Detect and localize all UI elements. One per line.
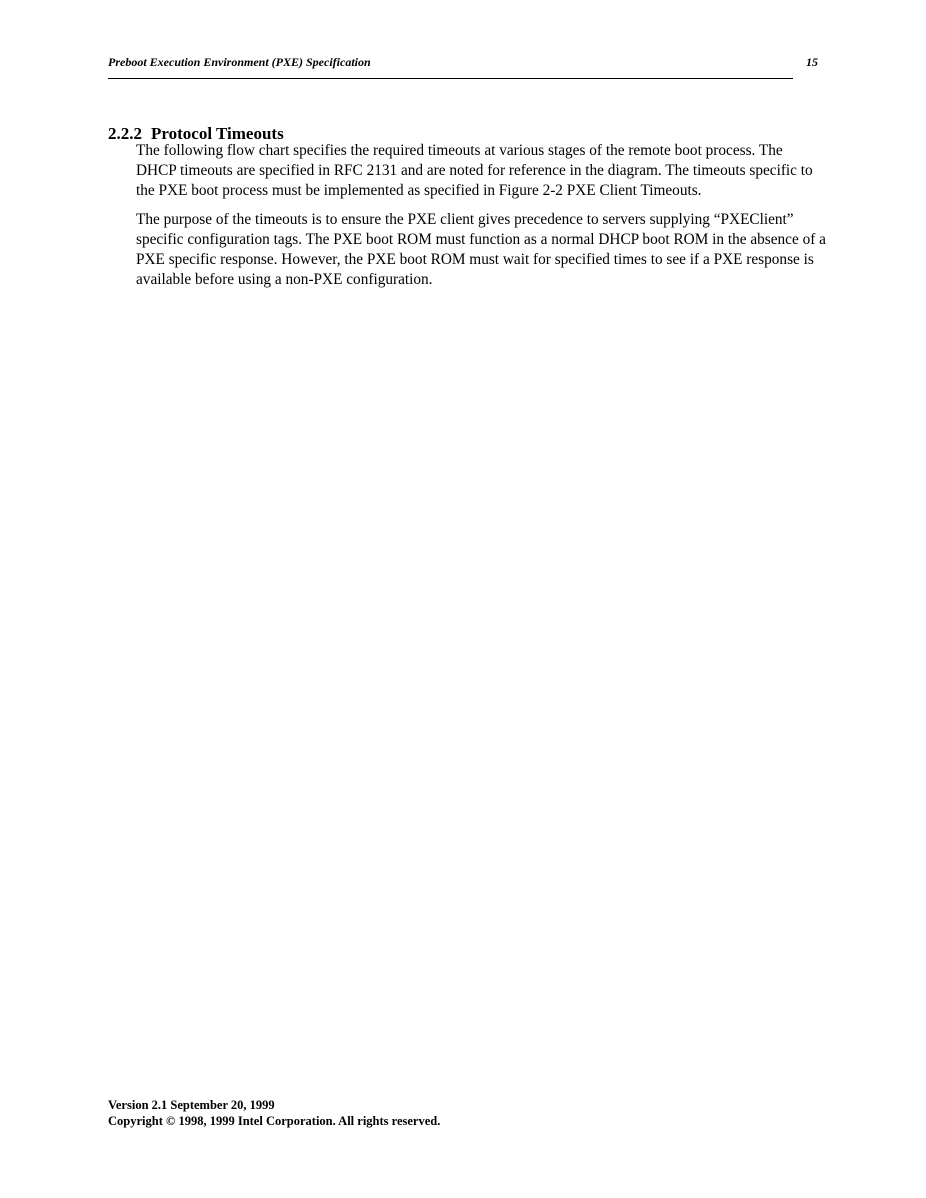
version-line: Version 2.1 September 20, 1999 bbox=[108, 1098, 275, 1112]
page-footer bbox=[108, 1097, 440, 1129]
running-header bbox=[108, 55, 818, 73]
body-paragraph-1: The following flow chart specifies the required timeouts at various stages of the remote boot process. The DHCP timeouts are specified in RFC 2131 and are noted for reference in the diagram. The timeouts specific to the PXE boot process must be implemented as specified in Figure 2-2 PXE Client Timeouts. bbox=[136, 142, 813, 199]
section-number: 2.2.2 bbox=[108, 124, 142, 144]
section-title: Protocol Timeouts bbox=[151, 124, 284, 144]
document-title: Preboot Execution Environment (PXE) Specification bbox=[108, 55, 371, 69]
section-body bbox=[136, 141, 826, 299]
copyright-line: Copyright © 1998, 1999 Intel Corporation. All rights reserved. bbox=[108, 1114, 441, 1128]
header-divider bbox=[108, 78, 793, 79]
page-number: 15 bbox=[806, 55, 818, 69]
body-paragraph-2: The purpose of the timeouts is to ensure the PXE client gives precedence to servers supplying “PXEClient” specific configuration tags. The PXE boot ROM must function as a normal DHCP boot ROM in the absence of a PXE specific response. However, the PXE boot ROM must wait for specified times to see if a PXE response is available before using a non-PXE configuration. bbox=[136, 211, 826, 288]
